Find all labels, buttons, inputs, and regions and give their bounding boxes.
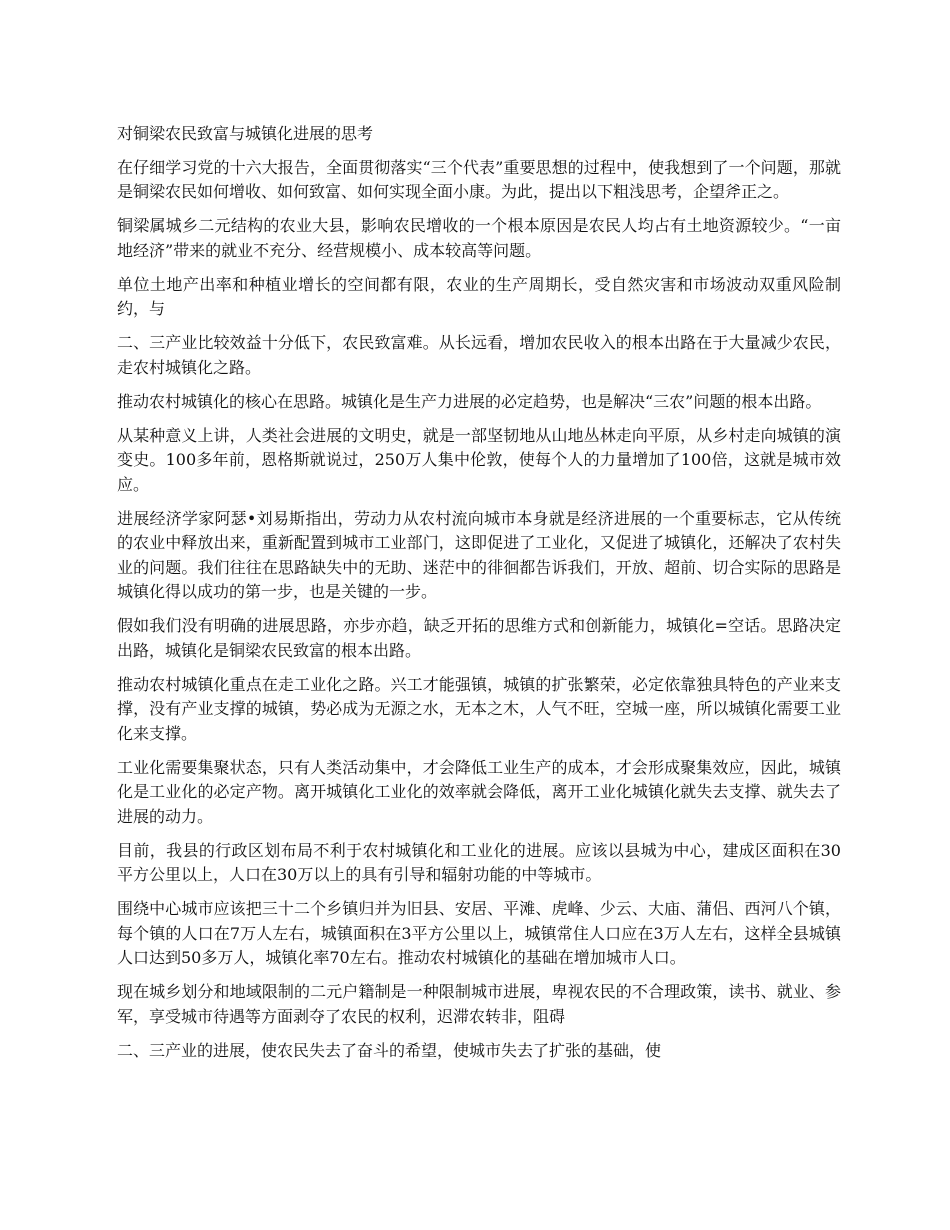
paragraph: 铜梁属城乡二元结构的农业大县，影响农民增收的一个根本原因是农民人均占有土地资源较少。“一亩地经济”带来的就业不充分、经营规模小、成本较高等问题。: [117, 216, 841, 260]
paragraph: 二、三产业的进展，使农民失去了奋斗的希望，使城市失去了扩张的基础，使: [117, 1040, 662, 1060]
paragraph: 目前，我县的行政区划布局不利于农村城镇化和工业化的进展。应该以县城为中心，建成区面积在30平方公里以上，人口在30万以上的具有引导和辐射功能的中等城市。: [117, 840, 841, 884]
paragraph: 推动农村城镇化重点在走工业化之路。兴工才能强镇，城镇的扩张繁荣，必定依靠独具特色的产业来支撑，没有产业支撑的城镇，势必成为无源之水，无本之木，人气不旺，空城一座，所以城镇化需要工业化来支撑。: [117, 674, 841, 743]
paragraph: 工业化需要集聚状态，只有人类活动集中，才会降低工业生产的成本，才会形成聚集效应，因此，城镇化是工业化的必定产物。离开城镇化工业化的效率就会降低，离开工业化城镇化就失去支撑、就失去了进展的动力。: [117, 757, 841, 826]
paragraph: 二、三产业比较效益十分低下，农民致富难。从长远看，增加农民收入的根本出路在于大量减少农民，走农村城镇化之路。: [117, 333, 841, 377]
paragraph: 围绕中心城市应该把三十二个乡镇归并为旧县、安居、平滩、虎峰、少云、大庙、蒲侣、西河八个镇，每个镇的人口在7万人左右，城镇面积在3平方公里以上，城镇常住人口应在3万人左右，这样全县城镇人口达到50多万人，城镇化率70左右。推动农村城镇化的基础在增加城市人口。: [117, 899, 841, 967]
paragraph: 假如我们没有明确的进展思路，亦步亦趋，缺乏开拓的思维方式和创新能力，城镇化=空话。思路决定出路，城镇化是铜梁农民致富的根本出路。: [117, 616, 841, 660]
document-body: [117, 122, 841, 1073]
paragraph: 单位土地产出率和种植业增长的空间都有限，农业的生产周期长，受自然灾害和市场波动双重风险制约，与: [117, 274, 841, 318]
paragraph: 从某种意义上讲，人类社会进展的文明史，就是一部坚韧地从山地丛林走向平原，从乡村走向城镇的演变史。100多年前，恩格斯就说过，250万人集中伦敦，使每个人的力量增加了100倍，这就是城市效应。: [117, 425, 841, 494]
paragraph: 在仔细学习党的十六大报告，全面贯彻落实“三个代表”重要思想的过程中，使我想到了一个问题，那就是铜梁农民如何增收、如何致富、如何实现全面小康。为此，提出以下粗浅思考，企望斧正之。: [117, 157, 841, 201]
paragraph: 推动农村城镇化的核心在思路。城镇化是生产力进展的必定趋势，也是解决“三农”问题的根本出路。: [117, 391, 822, 411]
paragraph: 进展经济学家阿瑟•刘易斯指出，劳动力从农村流向城市本身就是经济进展的一个重要标志，它从传统的农业中释放出来，重新配置到城市工业部门，这即促进了工业化，又促进了城镇化，还解决了农村失业的问题。我们往往在思路缺失中的无助、迷茫中的徘徊都告诉我们，开放、超前、切合实际的思路是城镇化得以成功的第一步，也是关键的一步。: [117, 508, 841, 601]
paragraph: 现在城乡划分和地域限制的二元户籍制是一种限制城市进展，卑视农民的不合理政策，读书、就业、参军，享受城市待遇等方面剥夺了农民的权利，迟滞农转非，阻碍: [117, 982, 841, 1026]
document-title: 对铜梁农民致富与城镇化进展的思考: [117, 124, 374, 143]
